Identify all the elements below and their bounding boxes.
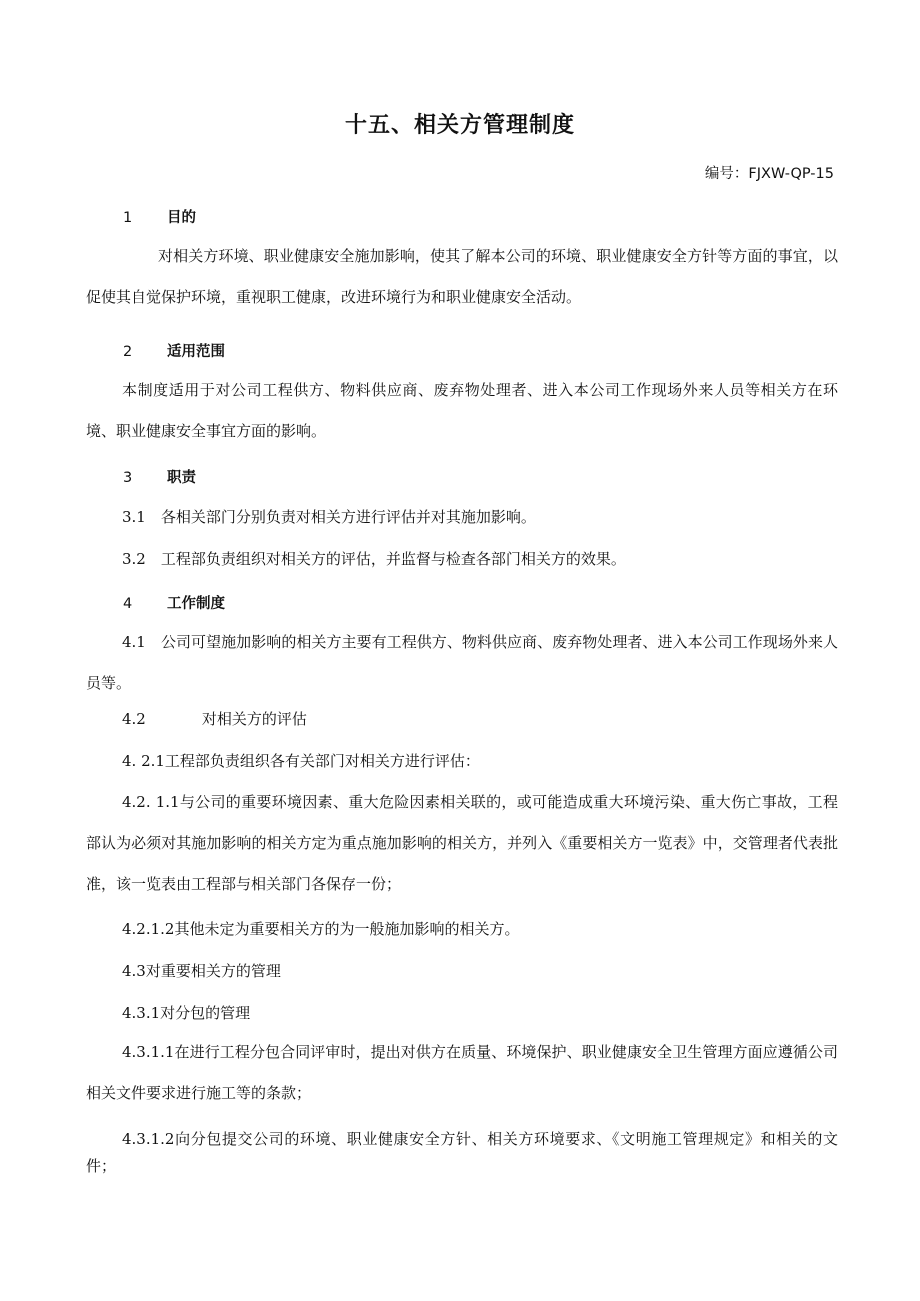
- section-number: 4: [123, 596, 133, 612]
- paragraph-4-3: 4.3对重要相关方的管理: [122, 962, 281, 980]
- section-heading-purpose: [123, 206, 196, 227]
- section-heading-scope: [123, 340, 225, 361]
- paragraph-duty-3-2: 3.2 工程部负责组织对相关方的评估，并监督与检查各部门相关方的效果。: [122, 550, 626, 568]
- document-number: 编号：FJXW-QP-15: [704, 166, 834, 182]
- document-title: 十五、相关方管理制度: [344, 113, 575, 138]
- section-number: 3: [123, 470, 133, 486]
- paragraph-purpose: 对相关方环境、职业健康安全施加影响，使其了解本公司的环境、职业健康安全方针等方面的事宜，以促使其自觉保护环境，重视职工健康，改进环境行为和职业健康安全活动。: [86, 247, 838, 306]
- section-title: 工作制度: [167, 596, 225, 612]
- section-title: 职责: [167, 470, 196, 486]
- section-number: 2: [123, 344, 133, 360]
- paragraph-4-2-1: 4. 2.1工程部负责组织各有关部门对相关方进行评估：: [122, 752, 480, 770]
- paragraph-4-2-1-1: 4.2. 1.1与公司的重要环境因素、重大危险因素相关联的，或可能造成重大环境污染、重大伤亡事故，工程部认为必须对其施加影响的相关方定为重点施加影响的相关方，并列入《重要相关方一览表》中，交管理者代表批准，该一览表由工程部与相关部门各保存一份；: [86, 793, 838, 893]
- clause-text: 对相关方的评估: [201, 710, 307, 728]
- section-heading-work-rules: [123, 592, 225, 613]
- paragraph-4-3-1-1: 4.3.1.1在进行工程分包合同评审时，提出对供方在质量、环境保护、职业健康安全卫生管理方面应遵循公司相关文件要求进行施工等的条款；: [86, 1043, 838, 1102]
- paragraph-4-3-1-2: 4.3.1.2向分包提交公司的环境、职业健康安全方针、相关方环境要求、《文明施工管理规定》和相关的文件；: [86, 1130, 838, 1175]
- clause-number: 4.2: [122, 710, 146, 728]
- paragraph-4-1: 4.1 公司可望施加影响的相关方主要有工程供方、物料供应商、废弃物处理者、进入本公司工作现场外来人员等。: [86, 633, 838, 692]
- section-title: 适用范围: [167, 344, 225, 360]
- paragraph-duty-3-1: 3.1 各相关部门分别负责对相关方进行评估并对其施加影响。: [122, 508, 536, 526]
- section-number: 1: [123, 210, 133, 226]
- paragraph-4-3-1: 4.3.1对分包的管理: [122, 1004, 251, 1022]
- paragraph-scope: 本制度适用于对公司工程供方、物料供应商、废弃物处理者、进入本公司工作现场外来人员等相关方在环境、职业健康安全事宜方面的影响。: [86, 381, 838, 440]
- section-title: 目的: [167, 210, 196, 226]
- paragraph-4-2-1-2: 4.2.1.2其他未定为重要相关方的为一般施加影响的相关方。: [122, 920, 520, 938]
- paragraph-4-2: [122, 708, 307, 729]
- section-heading-duties: [123, 466, 196, 487]
